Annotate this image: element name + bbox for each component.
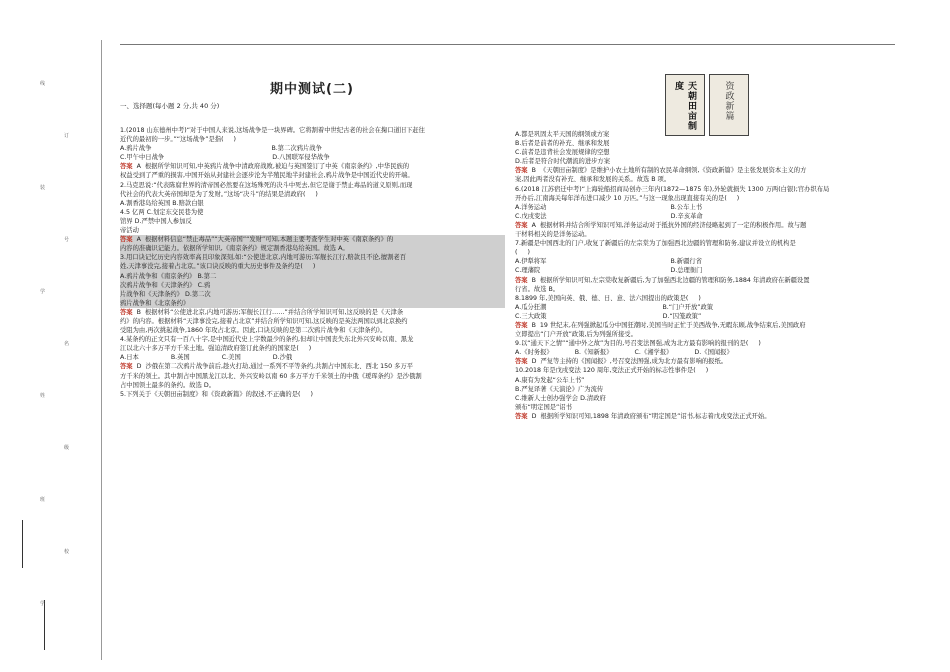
text-line: 3.用口诀记忆历史内容效率高且印象深刻,如:“公使进北京,内地可游历;军舰长江行,赔款且不论,擅割老百 xyxy=(120,253,505,262)
text-line: C.三大政策 D.“囚笼政策” xyxy=(515,312,702,320)
text-line: A.鸦片战争和《南京条约》 B.第二 xyxy=(120,272,505,281)
margin-mark: 装 xyxy=(40,185,46,191)
text-line: A.《时务报》 B.《知新报》 C.《湘学报》 D.《国闻报》 xyxy=(515,349,733,357)
answer-label: 答案 xyxy=(515,321,528,329)
text-line: 4.某条约的正文只有一百八十字,是中国近代史上字数最少的条约,但却让中国丧失东北外兴安岭以南、黑龙 xyxy=(120,336,414,344)
text-line: 答案 A 根据材料信息“禁止毒品”“大英帝国”“发财”可知,本题主要考查学生对中英《南京条约》的 xyxy=(120,235,505,244)
section-heading: 一、选择题(每小题 2 分,共 40 分) xyxy=(120,102,220,110)
text-line: 答案 B 《天朝田亩制度》是维护小农土地所有制的农民革命纲领,《资政新篇》是主张发展资本主义的方 xyxy=(515,167,807,175)
text-line: 近代的最初的一步。”“这场战争”是指( ) xyxy=(120,136,237,144)
right-column xyxy=(515,130,895,421)
margin-mark: 号 xyxy=(64,237,70,243)
margin-rule xyxy=(22,520,23,568)
text-line: C.戊戌变法 D.辛亥革命 xyxy=(515,212,703,220)
answer-label: 答案 xyxy=(120,236,133,244)
text-line: 片战争和《天津条约》 D.第二次 xyxy=(120,290,505,299)
text-line: 案,因此两者没有补充、继承和发展的关系。故选 B 项。 xyxy=(515,176,671,184)
binding-margin xyxy=(0,0,110,672)
margin-mark: 姓 xyxy=(40,393,46,399)
page-title: 期中测试(二) xyxy=(270,82,354,97)
text-line: 5.下列关于《天朝田亩制度》和《资政新篇》的叙述,不正确的是( ) xyxy=(120,390,313,398)
answer-label: 答案 xyxy=(515,276,528,284)
text-line: 约》的内容。根据材料“天津事没完,接着占北京”并结合所学知识可知,这反映的是英法两国以到北京换约 xyxy=(120,317,408,325)
text-line: 2.马克思说:“代表陈腐世界的清帝国必然要在这场殊死的决斗中死去,但它是谢于禁止毒品的道义原则,而现 xyxy=(120,181,413,189)
text-line: A.洋务运动 B.公车上书 xyxy=(515,203,702,211)
margin-rule xyxy=(101,40,102,660)
text-line: 立即提出“门户开放”政策,后为列强所接受。 xyxy=(515,331,637,339)
header-rule xyxy=(120,44,895,45)
text-line: 江以北六十多万平方千米土地。强迫清政府签订此条约的国家是( ) xyxy=(120,345,312,353)
text-line: 帝活动 xyxy=(120,227,139,235)
text-line: A.伊犁将军 B.新疆行省 xyxy=(515,258,702,266)
answer-label: 答案 xyxy=(515,167,528,175)
margin-mark: 校 xyxy=(64,549,70,555)
text-line: A.都是巩固太平天国的纲领或方案 xyxy=(515,131,610,138)
text-line: A.鸦片战争 B.第二次鸦片战争 xyxy=(120,145,322,153)
text-line: 答案 A 根据所学知识可知,中英鸦片战争中清政府战败,被迫与英国签订了中英《南京条约》,中华民族的 xyxy=(120,163,410,171)
book-cover-images xyxy=(665,74,747,134)
text-line: 7.新疆是中国西北的门户,收复了新疆后的左宗棠为了加强西北边疆的管理和防务,建议并设立的机构是 xyxy=(515,240,796,248)
text-line: 馆界 D.严禁中国人参加反 xyxy=(120,217,192,225)
text-line: 代社会的代表大英帝国却是为了发财。”这场“决斗”的结果是清政府( ) xyxy=(120,190,318,198)
text-line: 答案 B 根据材料“公使进北京,内地可游历;军舰长江行……”并结合所学知识可知,这反映的是《天津条 xyxy=(120,308,404,316)
text-line: C.甲午中日战争 D.八国联军侵华战争 xyxy=(120,154,330,162)
text-line: 姓,天津事没完,接着占北京。”该口诀反映的重大历史事件及条约是( ) xyxy=(120,262,505,271)
text-line: C.理藩院 D.总理衙门 xyxy=(515,267,703,275)
text-line: 答案 D 沙俄在第二次鸦片战争前后,趁火打劫,通过一系列不平等条约,共割占中国东北、西北 150 多万平 xyxy=(120,363,414,371)
text-line: B.后者是前者的补充、继承和发展 xyxy=(515,140,610,148)
answer-label: 答案 xyxy=(120,308,133,316)
text-line: 干材料相关的是洋务运动。 xyxy=(515,231,591,239)
answer-label: 答案 xyxy=(515,358,528,366)
text-line: C.维新人士创办强学会 D.清政府 xyxy=(515,394,606,402)
text-line: 鸦片战争和《北京条约》 xyxy=(120,299,505,308)
text-line: A.康有为发起“公车上书” xyxy=(515,376,585,384)
text-line: C.前者是违背社会发展规律的空想 xyxy=(515,149,610,157)
text-line: 方千米的领土。其中割占中国黑龙江以北、外兴安岭以南 60 多万平方千米领土的中俄《瑷珲条约》是沙俄割 xyxy=(120,372,422,380)
margin-mark: 学 xyxy=(40,601,46,607)
text-line: 答案 B 根据所学知识可知,左宗棠收复新疆后,为了加强西北边疆的管理和防务,1884 年清政府在新疆设置 xyxy=(515,276,810,284)
text-line: 1.(2018 山东德州中考)“对于中国人来说,这场战争是一块界碑。它将割着中世纪古老的社会在掬口道旧下赶往 xyxy=(120,127,425,134)
text-line: 颁布“明定国是”诏书 xyxy=(515,403,572,411)
text-line: 答案 A 根据材料并结合所学知识可知,洋务运动对于抵抗外国的经济侵略起到了一定的积极作用。故与题 xyxy=(515,221,807,229)
text-line: 权益受到了严重的损害,中国开始从封建社会逐步沦为半殖民地半封建社会,鸦片战争是中国近代史的开端。 xyxy=(120,172,414,180)
left-column xyxy=(120,126,505,399)
book-title: 资政新篇 xyxy=(723,81,734,121)
book-title: 天朝田亩制度 xyxy=(673,81,696,131)
answer-label: 答案 xyxy=(515,412,528,420)
text-line: A.割香港岛给英国 B.赔款白银 xyxy=(120,199,204,207)
text-line: 行省。故选 B。 xyxy=(515,285,560,293)
text-line: A.瓜分狂潮 B.“门户开放”政策 xyxy=(515,303,714,311)
text-line: 开办后,江南海关每年洋布进口减少 10 万匹。”与这一现象出现直接有关的是( ) xyxy=(515,194,740,202)
text-line: 受阻为由,再次挑起战争,1860 年攻占北京。因此,口诀反映的是第二次鸦片战争和《天津条约》。 xyxy=(120,327,387,335)
text-line: 答案 D 根据所学知识可知,1898 年清政府颁布“明定国是”诏书,标志着戊戌变法正式开始。 xyxy=(515,412,771,420)
text-line: 4.5 亿两 C.划定东交民巷为使 xyxy=(120,208,204,216)
answer-label: 答案 xyxy=(515,221,528,229)
margin-mark: 学 xyxy=(40,289,46,295)
text-line: 6.(2018 江苏宿迁中考)“上海轮船招商局创办三年内(1872—1875 年),外轮就损失 1300 万两(白银);官办织布局 xyxy=(515,185,830,193)
margin-mark: 级 xyxy=(64,445,70,451)
book-cover-image xyxy=(665,74,705,136)
text-line: 次鸦片战争和《天津条约》 C.鸦 xyxy=(120,281,505,290)
text-line: 10.2018 年是戊戌变法 120 周年,变法正式开始的标志性事件是( ) xyxy=(515,367,709,375)
text-line: 内容的准确识记能力。依据所学知识,《南京条约》规定割香港岛给英国。故选 A。 xyxy=(120,244,505,253)
margin-mark: 名 xyxy=(64,341,70,347)
text-line: ( ) xyxy=(515,249,530,257)
text-line: 9.以“通天下之情”“通中外之故”为目的,号召变法图强,成为北方最有影响的报刊的是( ) xyxy=(515,340,761,348)
text-line: 答案 B 19 世纪末,在列强掀起瓜分中国狂潮时,美国当时正忙于美西战争,无暇东顾,战争结束后,美国政府 xyxy=(515,321,806,329)
text-line: A.日本 B.英国 C.美国 D.沙俄 xyxy=(120,354,293,362)
margin-mark: 班 xyxy=(40,497,46,503)
margin-mark: 线 xyxy=(40,81,46,87)
text-line: D.后者是符合时代潮流的进步方案 xyxy=(515,158,611,166)
margin-mark: 订 xyxy=(64,133,70,139)
book-cover-image xyxy=(709,74,749,136)
answer-label: 答案 xyxy=(120,363,133,371)
text-line: 占中国领土最多的条约。故选 D。 xyxy=(120,381,216,389)
text-line: B.严复译著《天演论》广为流传 xyxy=(515,385,604,393)
margin-rule xyxy=(44,600,45,650)
text-line: 答案 D 严复等主持的《国闻报》,号召变法图强,成为北方最有影响的报纸。 xyxy=(515,358,728,366)
text-line: 8.1899 年,美国向英、俄、德、日、意、法六国提出的政策是( ) xyxy=(515,294,701,302)
answer-label: 答案 xyxy=(120,163,133,171)
